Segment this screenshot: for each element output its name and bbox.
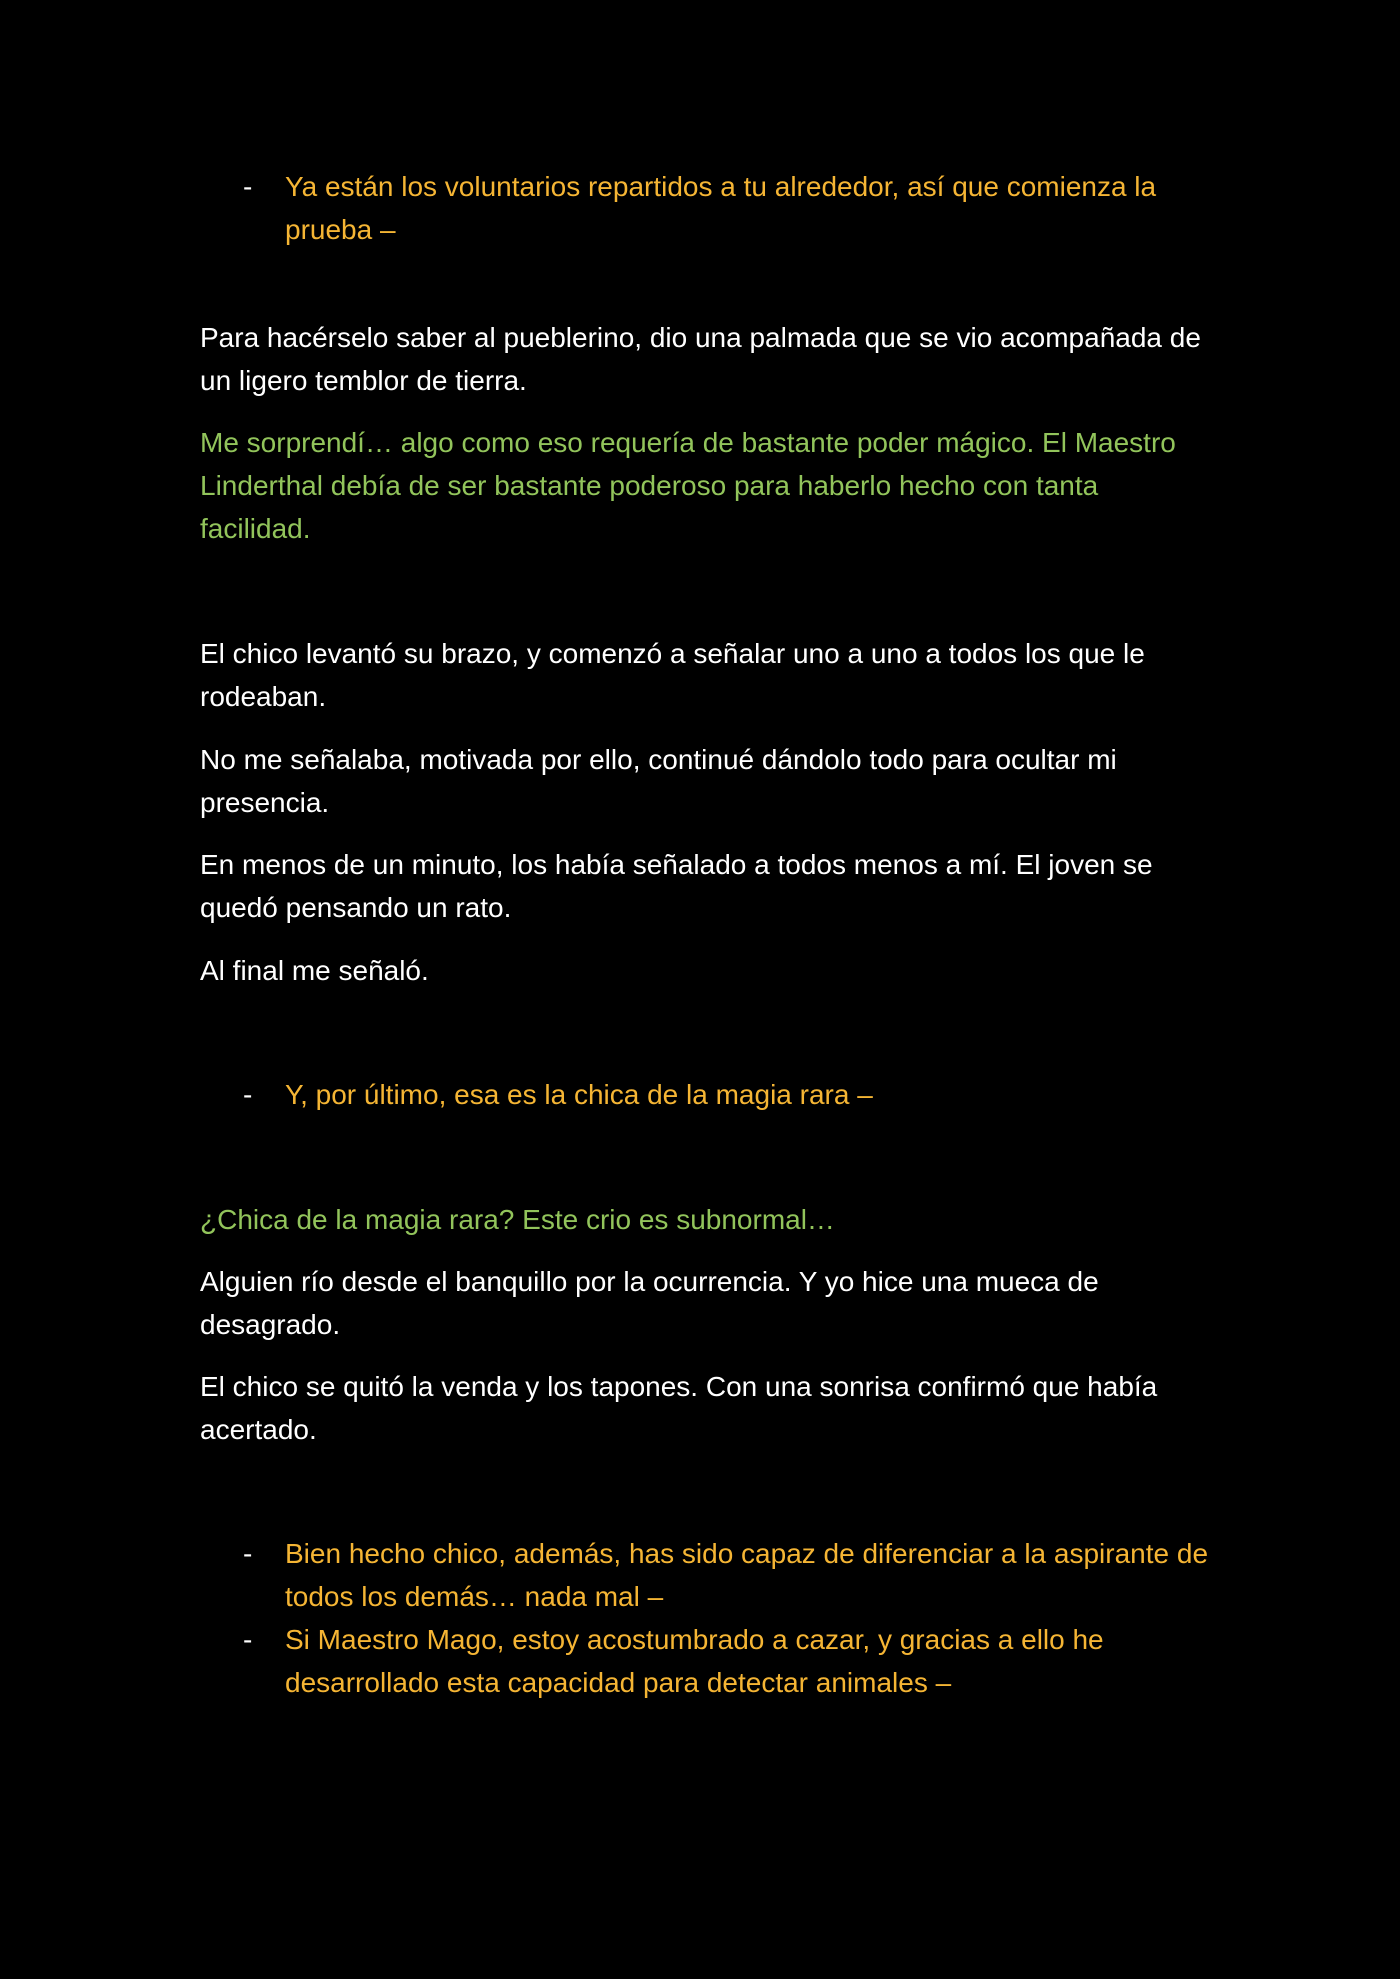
thought-2: ¿Chica de la magia rara? Este crio es subnormal… bbox=[200, 1204, 835, 1235]
dialogue-line-2 bbox=[243, 1073, 1228, 1116]
dialogue-text-1: Ya están los voluntarios repartidos a tu alrededor, así que comienza la prueba – bbox=[285, 171, 1157, 245]
dialogue-text-2: Y, por último, esa es la chica de la magia rara – bbox=[285, 1079, 873, 1110]
dialogue-line-4 bbox=[243, 1618, 1228, 1704]
dialogue-text-3: Bien hecho chico, además, has sido capaz de diferenciar a la aspirante de todos los demás… nada mal – bbox=[285, 1538, 1209, 1612]
dialogue-line-3 bbox=[243, 1532, 1228, 1618]
dialogue-line-1 bbox=[243, 165, 1228, 251]
paragraph-6: Alguien río desde el banquillo por la ocurrencia. Y yo hice una mueca de desagrado. bbox=[200, 1266, 1099, 1340]
dialogue-text-4: Si Maestro Mago, estoy acostumbrado a cazar, y gracias a ello he desarrollado esta capacidad para detectar animales – bbox=[285, 1624, 1104, 1698]
paragraph-5: Al final me señaló. bbox=[200, 955, 429, 986]
paragraph-3: No me señalaba, motivada por ello, continué dándolo todo para ocultar mi presencia. bbox=[200, 744, 1117, 818]
paragraph-2: El chico levantó su brazo, y comenzó a señalar uno a uno a todos los que le rodeaban. bbox=[200, 638, 1145, 712]
paragraph-7: El chico se quitó la venda y los tapones. Con una sonrisa confirmó que había acertado. bbox=[200, 1371, 1158, 1445]
paragraph-4: En menos de un minuto, los había señalado a todos menos a mí. El joven se quedó pensando un rato. bbox=[200, 849, 1153, 923]
thought-1: Me sorprendí… algo como eso requería de bastante poder mágico. El Maestro Linderthal debía de ser bastante poderoso para haberlo hecho con tanta facilidad. bbox=[200, 427, 1176, 544]
dialogue-dash: - bbox=[243, 1624, 253, 1655]
paragraph-1: Para hacérselo saber al pueblerino, dio una palmada que se vio acompañada de un ligero temblor de tierra. bbox=[200, 322, 1201, 396]
dialogue-dash: - bbox=[243, 1538, 253, 1569]
dialogue-dash: - bbox=[243, 1079, 253, 1110]
dialogue-dash: - bbox=[243, 171, 253, 202]
